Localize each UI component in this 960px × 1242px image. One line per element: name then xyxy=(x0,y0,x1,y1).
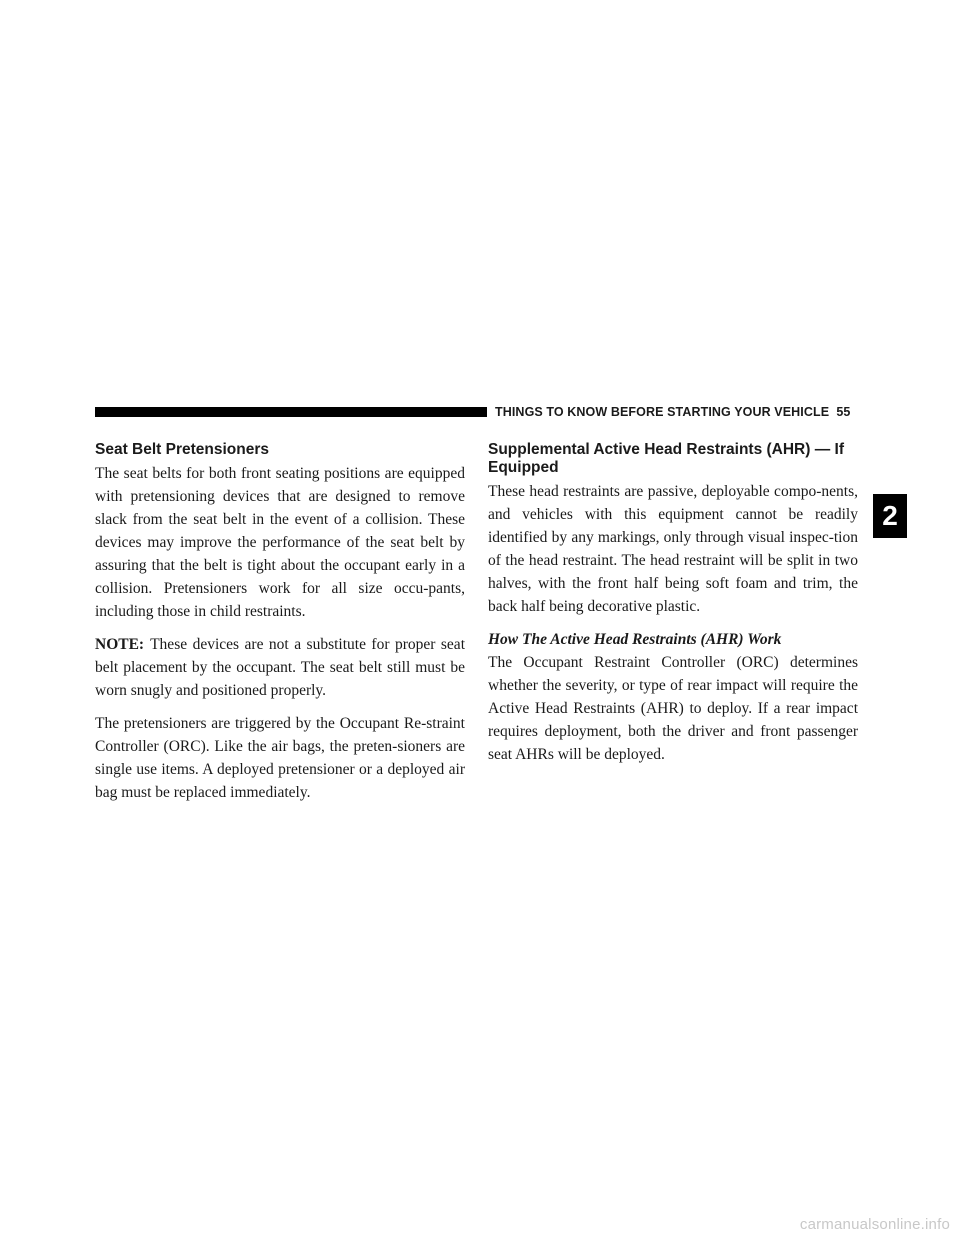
watermark: carmanualsonline.info xyxy=(799,1216,950,1233)
left-column xyxy=(95,441,465,814)
note-label: NOTE: xyxy=(95,636,145,653)
note-paragraph xyxy=(95,633,465,702)
header-rule xyxy=(95,407,487,417)
right-column xyxy=(488,441,858,776)
ahr-how-it-works-subheading: How The Active Head Restraints (AHR) Work xyxy=(488,631,782,648)
pretensioners-paragraph: The seat belts for both front seating positions are equipped with pretensioning devices that are designed to remove slack from the seat belt in the event of a collision. These devices may improve the performance of the seat belt by assuring that the belt is tight about the occupant early in a collision. Pretensioners work for all size occu-pants, including those in child restraints. xyxy=(95,465,465,620)
ahr-work-paragraph: The Occupant Restraint Controller (ORC) determines whether the severity, or type of rear impact will require the Active Head Restraints (AHR) to deploy. If a rear impact requires deployment, both the driver and front passenger seat AHRs will be deployed. xyxy=(488,654,858,763)
section-title: THINGS TO KNOW BEFORE STARTING YOUR VEHICLE xyxy=(495,405,830,419)
chapter-tab: 2 xyxy=(873,494,907,538)
running-header xyxy=(495,404,865,420)
seat-belt-pretensioners-heading: Seat Belt Pretensioners xyxy=(95,441,270,458)
trigger-paragraph: The pretensioners are triggered by the Occupant Re-straint Controller (ORC). Like the air bags, the preten-sioners are single use items. A deployed pretensioner or a deployed air bag must be replaced immediately. xyxy=(95,715,465,801)
ahr-heading: Supplemental Active Head Restraints (AHR) — If Equipped xyxy=(488,441,844,476)
ahr-paragraph: These head restraints are passive, deployable compo-nents, and vehicles with this equipment cannot be readily identified by any markings, only through visual inspec-tion of the head restraint. The head restraint will be split in two halves, with the front half being soft foam and trim, the back half being decorative plastic. xyxy=(488,483,858,615)
page-number: 55 xyxy=(836,405,851,419)
note-text: These devices are not a substitute for proper seat belt placement by the occupant. The seat belt still must be worn snugly and positioned properly. xyxy=(95,636,465,699)
